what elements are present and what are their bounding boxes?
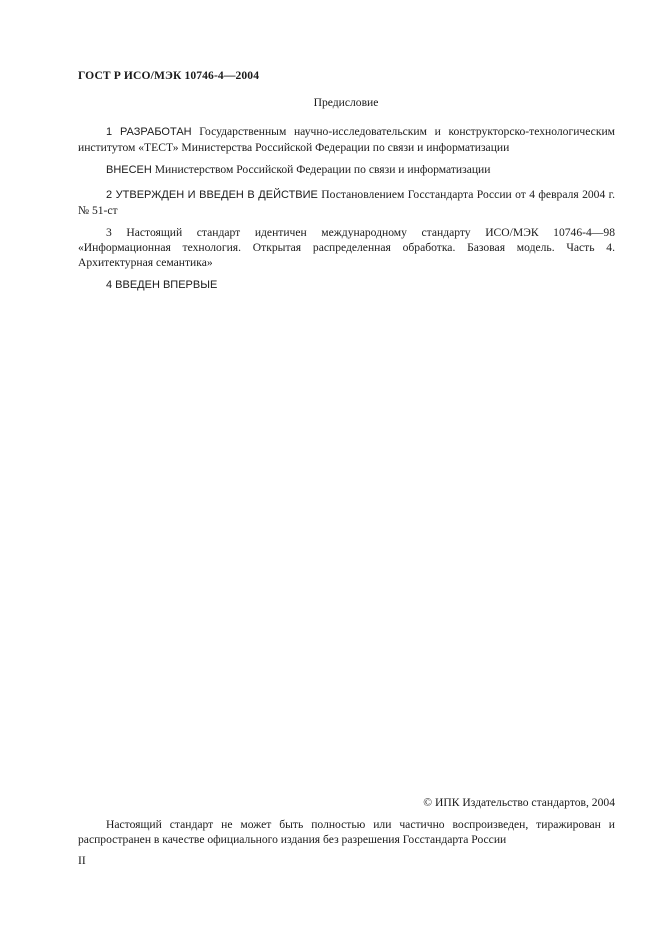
preface-title: Предисловие: [313, 96, 379, 109]
item-lead: 2 УТВЕРЖДЕН И ВВЕДЕН В ДЕЙСТВИЕ: [106, 189, 318, 201]
item-lead: ВНЕСЕН: [106, 164, 152, 176]
item-lead: 1 РАЗРАБОТАН: [106, 126, 192, 138]
item-text: Государственным научно-исследовательским и конструкторско-технологическим институтом «ТЕСТ» Министерства Российской Федерации по связи и информатизации: [78, 125, 615, 154]
preface-item-approved: [78, 187, 615, 218]
copyright-line: © ИПК Издательство стандартов, 2004: [423, 796, 615, 809]
preface-item-introduced: [78, 162, 615, 178]
item-text: 3 Настоящий стандарт идентичен международному стандарту ИСО/МЭК 10746-4—98 «Информационная технология. Открытая распределенная обработка. Базовая модель. Часть 4. Архитектурная семантика»: [78, 226, 615, 269]
reproduction-notice: Настоящий стандарт не может быть полностью или частично воспроизведен, тиражирован и распространен в качестве официального издания без разрешения Госстандарта России: [78, 818, 615, 846]
preface-item-first-introduced: [78, 277, 615, 293]
preface-item-developed: [78, 124, 615, 155]
item-text: Постановлением Госстандарта России от 4 февраля 2004 г. № 51-ст: [78, 188, 616, 217]
item-text: Министерством Российской Федерации по связи и информатизации: [151, 163, 491, 176]
page-number: II: [78, 854, 86, 867]
preface-item-identical: [78, 225, 615, 270]
item-lead: 4 ВВЕДЕН ВПЕРВЫЕ: [106, 279, 218, 291]
standard-id-header: ГОСТ Р ИСО/МЭК 10746-4—2004: [78, 69, 260, 82]
